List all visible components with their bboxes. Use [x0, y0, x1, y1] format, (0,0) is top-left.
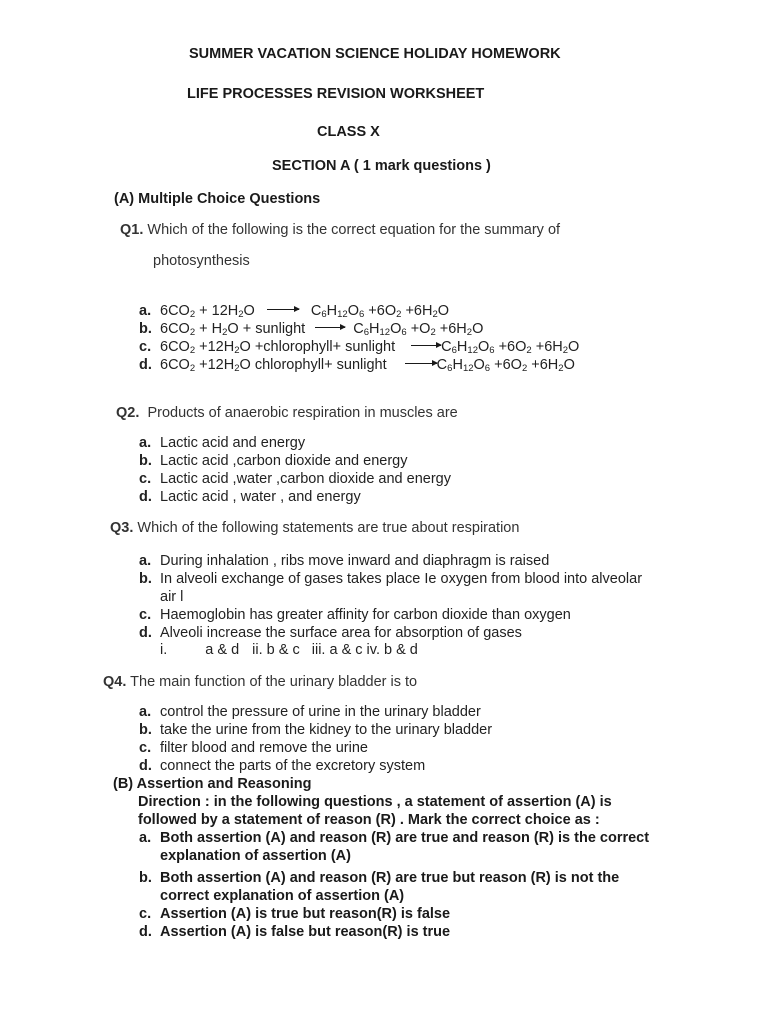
option-q1-d — [139, 357, 575, 374]
option-label: a. — [139, 435, 152, 451]
equation-products: $C_6H_{12}O_6 +6O_2 +6H_2O$ — [310, 303, 450, 320]
option-label: b. — [139, 870, 152, 886]
option-text: Lactic acid ,carbon dioxide and energy — [160, 453, 408, 469]
option-label: c. — [139, 906, 152, 922]
option-text: Lactic acid , water , and energy — [160, 489, 361, 505]
arrow-icon — [315, 327, 345, 328]
arrow-icon — [411, 345, 441, 346]
section-heading: SECTION A ( 1 mark questions ) — [272, 158, 491, 174]
choice-text: iii. a & c iv. b & d — [311, 642, 418, 658]
question-number: Q1. — [120, 222, 144, 238]
option-q3-a — [139, 553, 549, 570]
option-label: a. — [139, 704, 152, 720]
option-q3-d — [139, 625, 522, 642]
option-q4-d — [139, 758, 425, 775]
assertion-option-b — [139, 870, 619, 887]
question-text: Which of the following is the correct equation for the summary of — [147, 222, 561, 238]
option-text: Assertion (A) is false but reason(R) is true — [160, 924, 451, 940]
question-number: Q4. — [103, 674, 127, 690]
question-3 — [110, 520, 519, 537]
equation-reactants: $6CO_2 +12H_2O$ chlorophyll+ sunlight — [160, 357, 387, 374]
question-text: Products of anaerobic respiration in muscles are — [147, 405, 458, 421]
question-number: Q2. — [116, 405, 140, 421]
option-label: c. — [139, 471, 152, 487]
option-text: Lactic acid ,water ,carbon dioxide and energy — [160, 471, 451, 487]
assertion-option-a — [139, 830, 649, 847]
option-text: Both assertion (A) and reason (R) are true but reason (R) is not the — [160, 870, 620, 886]
question-number: Q3. — [110, 520, 134, 536]
option-text: connect the parts of the excretory system — [160, 758, 426, 774]
option-label: c. — [139, 740, 152, 756]
direction-line-1: Direction : in the following questions , a statement of assertion (A) is — [138, 794, 612, 810]
worksheet-title: SUMMER VACATION SCIENCE HOLIDAY HOMEWORK — [189, 46, 561, 62]
option-text: Assertion (A) is true but reason(R) is false — [160, 906, 451, 922]
equation-reactants: $6CO_2 + 12H_2O$ — [160, 303, 255, 320]
option-q2-d — [139, 489, 361, 506]
option-label: d. — [139, 758, 152, 774]
option-q2-c — [139, 471, 451, 488]
option-label: d. — [139, 924, 152, 940]
equation-products: $C_6H_{12}O_6 +6O_2 +6H_2O$ — [436, 357, 575, 374]
option-q4-a — [139, 704, 481, 721]
option-label: d. — [139, 489, 152, 505]
option-label: c. — [139, 607, 152, 623]
option-q3-b-continued: air l — [160, 589, 184, 605]
option-label: b. — [139, 453, 152, 469]
option-label: b. — [139, 321, 152, 337]
option-text: filter blood and remove the urine — [160, 740, 368, 756]
worksheet-subtitle: LIFE PROCESSES REVISION WORKSHEET — [187, 86, 485, 102]
option-label: c. — [139, 339, 152, 355]
arrow-icon — [267, 309, 299, 310]
direction-line-2: followed by a statement of reason (R) . Mark the correct choice as : — [138, 812, 600, 828]
option-text: Haemoglobin has greater affinity for carbon dioxide than oxygen — [160, 607, 571, 623]
option-text: Alveoli increase the surface area for absorption of gases — [160, 625, 522, 641]
choice-text: ii. b & c — [252, 642, 300, 658]
choice-text: a & d — [205, 642, 240, 658]
option-q3-b — [139, 571, 642, 588]
option-text: Lactic acid and energy — [160, 435, 306, 451]
option-label: d. — [139, 357, 152, 373]
choice-numeral: i. — [160, 642, 168, 658]
option-text: take the urine from the kidney to the urinary bladder — [160, 722, 493, 738]
question-2 — [116, 405, 458, 422]
part-a-heading: (A) Multiple Choice Questions — [114, 191, 321, 207]
option-q1-b — [139, 321, 483, 338]
option-q3-c — [139, 607, 571, 624]
option-q1-a — [139, 303, 449, 320]
option-q1-c — [139, 339, 579, 356]
answer-choices-q3 — [160, 642, 418, 659]
option-q2-a — [139, 435, 305, 452]
option-label: b. — [139, 571, 152, 587]
option-label: b. — [139, 722, 152, 738]
question-1-continued: photosynthesis — [153, 253, 250, 269]
arrow-icon — [405, 363, 437, 364]
option-label: d. — [139, 625, 152, 641]
option-text: Both assertion (A) and reason (R) are true and reason (R) is the correct — [160, 830, 650, 846]
option-q2-b — [139, 453, 407, 470]
option-text: During inhalation , ribs move inward and diaphragm is raised — [160, 553, 550, 569]
equation-products: $C_6H_{12}O_6 +O_2 +6H_2O$ — [353, 321, 484, 338]
equation-reactants: $6CO_2 + H_2O$ + sunlight — [160, 321, 306, 338]
equation-products: $C_6H_{12}O_6 +6O_2 +6H_2O$ — [441, 339, 580, 356]
assertion-option-b-continued: correct explanation of assertion (A) — [160, 888, 405, 904]
option-q4-b — [139, 722, 492, 739]
option-text: In alveoli exchange of gases takes place Ie oxygen from blood into alveolar — [160, 571, 643, 587]
option-label: a. — [139, 553, 152, 569]
class-label: CLASS X — [317, 124, 380, 140]
question-text: The main function of the urinary bladder is to — [130, 674, 418, 690]
assertion-option-a-continued: explanation of assertion (A) — [160, 848, 351, 864]
option-text: control the pressure of urine in the urinary bladder — [160, 704, 481, 720]
question-4 — [103, 674, 417, 691]
part-b-heading: (B) Assertion and Reasoning — [113, 776, 312, 792]
assertion-option-d — [139, 924, 450, 941]
option-label: a. — [139, 303, 152, 319]
question-text: Which of the following statements are true about respiration — [137, 520, 520, 536]
assertion-option-c — [139, 906, 450, 923]
option-label: a. — [139, 830, 152, 846]
option-q4-c — [139, 740, 368, 757]
question-1 — [120, 222, 560, 239]
equation-reactants: $6CO_2 +12H_2O$ +chlorophyll+ sunlight — [160, 339, 396, 356]
